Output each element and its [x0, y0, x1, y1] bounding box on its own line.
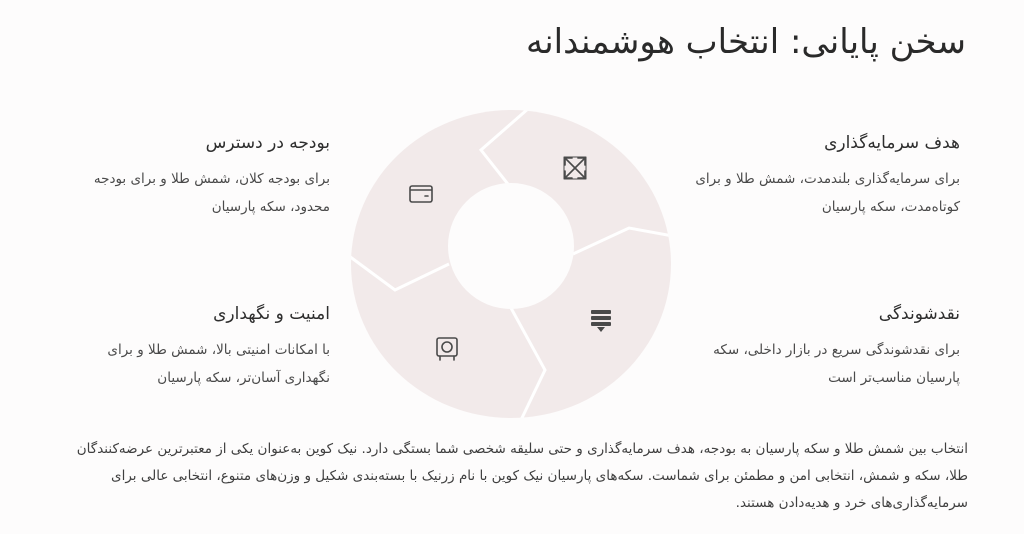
cycle-diagram-svg [349, 108, 673, 420]
block-liquidity-description: برای نقدشوندگی سریع در بازار داخلی، سکه پارسیان مناسب‌تر است [713, 342, 960, 386]
block-liquidity [690, 304, 960, 392]
cycle-diagram [349, 108, 673, 420]
block-investment-goal [690, 133, 960, 221]
block-security-storage [66, 304, 330, 392]
block-available-budget-description: برای بودجه کلان، شمش طلا و برای بودجه محدود، سکه پارسیان [93, 171, 330, 215]
block-security-storage-title: امنیت و نگهداری [213, 304, 330, 324]
block-available-budget-title: بودجه در دسترس [205, 133, 330, 153]
cycle-ring [349, 108, 673, 420]
page-title: سخن پایانی: انتخاب هوشمندانه [525, 22, 966, 62]
summary-paragraph: انتخاب بین شمش طلا و سکه پارسیان به بودجه، هدف سرمایه‌گذاری و حتی سلیقه شخصی شما بستگی دارد. نیک کوین به‌عنوان یکی از معتبرترین عرضه‌کنندگان طلا، سکه و شمش، انتخابی امن و مطمئن برای شماست. سکه‌های پارسیان نیک کوین با نام زرنیک با بسته‌بندی شکیل و وزن‌های متنوع، انتخابی عالی برای سرمایه‌گذاری‌های خرد و هدیه‌دادن هستند. [76, 441, 968, 511]
block-investment-goal-title: هدف سرمایه‌گذاری [824, 133, 960, 153]
block-security-storage-description: با امکانات امنیتی بالا، شمش طلا و برای نگهداری آسان‌تر، سکه پارسیان [107, 342, 330, 386]
block-available-budget [66, 133, 330, 221]
block-investment-goal-description: برای سرمایه‌گذاری بلندمدت، شمش طلا و برای کوتاه‌مدت، سکه پارسیان [695, 171, 960, 215]
block-liquidity-title: نقدشوندگی [878, 304, 960, 324]
